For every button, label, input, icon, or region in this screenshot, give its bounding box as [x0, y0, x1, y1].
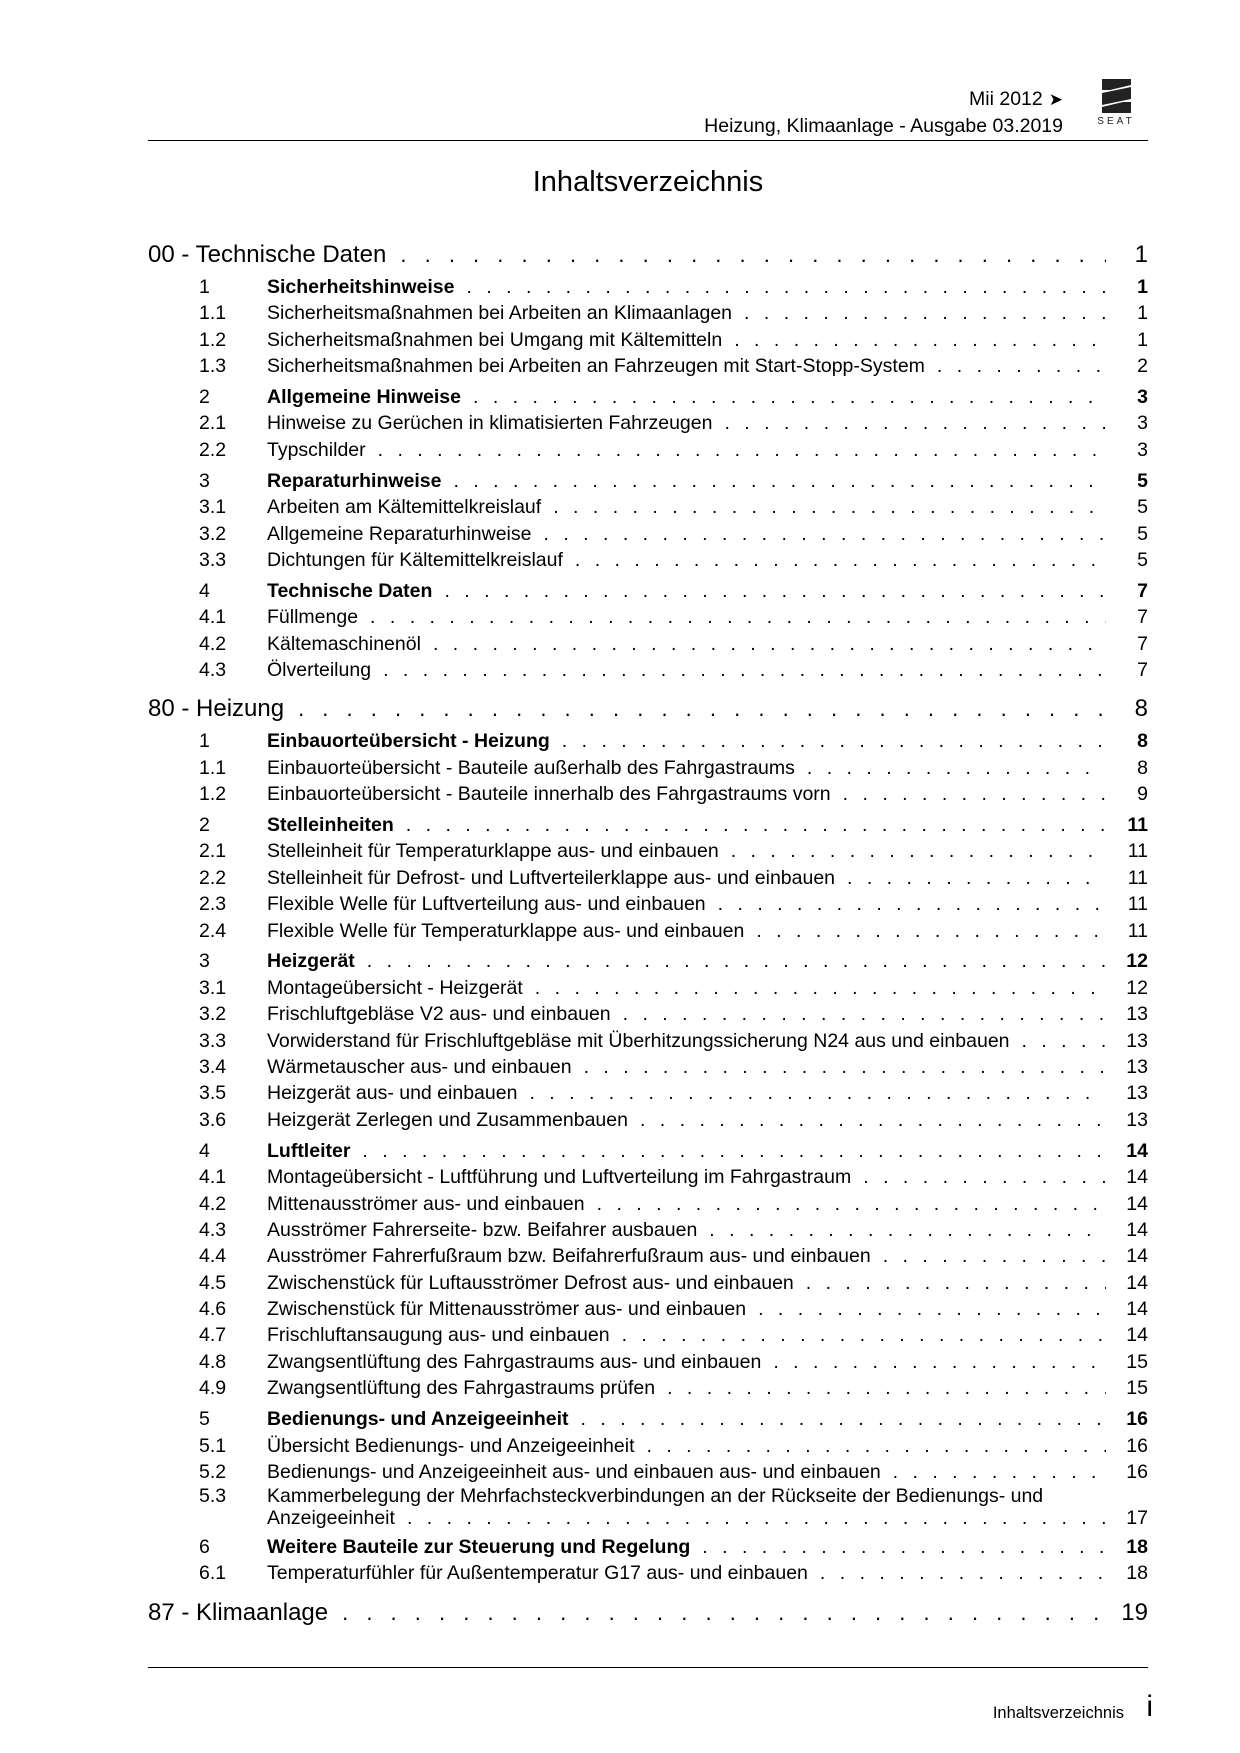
- entry-title: Typschilder: [267, 438, 366, 461]
- entry-number: 1.1: [199, 756, 227, 779]
- entry-page: 3: [1137, 386, 1148, 409]
- entry-title: Zwangsentlüftung des Fahrgastraums aus- und einbauen: [267, 1350, 762, 1373]
- toc-entry-row[interactable]: [148, 547, 1148, 573]
- entry-title-continued: Anzeigeeinheit: [267, 1507, 395, 1530]
- entry-number: 4.9: [199, 1377, 227, 1400]
- entry-number: 4: [199, 579, 210, 602]
- dot-leader: [584, 1054, 1106, 1080]
- dot-leader: [806, 1270, 1106, 1296]
- entry-number: 3: [199, 950, 210, 973]
- header-subtitle: Heizung, Klimaanlage - Ausgabe 03.2019: [704, 115, 1063, 137]
- entry-page: 7: [1137, 658, 1148, 681]
- dot-leader: [807, 755, 1106, 781]
- entry-page: 2: [1137, 355, 1148, 378]
- entry-title: Füllmenge: [267, 606, 359, 629]
- dot-leader: [553, 494, 1106, 520]
- entry-page: 14: [1126, 1218, 1148, 1241]
- entry-page: 13: [1126, 1003, 1148, 1026]
- entry-number: 1.2: [199, 783, 227, 806]
- toc-entry-row[interactable]: [148, 728, 1148, 754]
- dot-leader: [744, 300, 1106, 326]
- dot-leader: [647, 1433, 1106, 1459]
- entry-title: Einbauorteübersicht - Bauteile außerhalb des Fahrgastraums: [267, 756, 795, 779]
- toc-entry-row[interactable]: [148, 631, 1148, 657]
- dot-leader: [298, 694, 1106, 724]
- toc-entry-row[interactable]: [148, 657, 1148, 683]
- dot-leader: [407, 1507, 1106, 1529]
- entry-title: Arbeiten am Kältemittelkreislauf: [267, 496, 542, 519]
- entry-number: 6.1: [199, 1562, 227, 1585]
- toc-chapter-row[interactable]: [148, 240, 1148, 270]
- dot-leader: [575, 547, 1106, 573]
- entry-title: Sicherheitshinweise: [267, 276, 455, 298]
- entry-page: 7: [1137, 579, 1148, 602]
- dot-leader: [453, 468, 1106, 494]
- entry-number: 1.1: [199, 302, 227, 325]
- entry-number: 4.6: [199, 1298, 227, 1321]
- entry-title: Ausströmer Fahrerfußraum bzw. Beifahrerfußraum aus- und einbauen: [267, 1245, 871, 1268]
- toc-entry-row[interactable]: [148, 1406, 1148, 1432]
- entry-page: 3: [1137, 412, 1148, 435]
- toc-entry-row[interactable]: [148, 468, 1148, 494]
- toc-entry-row[interactable]: [148, 975, 1148, 1001]
- entry-page: 14: [1126, 1139, 1148, 1162]
- toc-entry-row[interactable]: [148, 437, 1148, 463]
- toc-entry-row[interactable]: [148, 1243, 1148, 1269]
- entry-page: 17: [1126, 1507, 1148, 1530]
- table-of-contents: [148, 240, 1148, 1628]
- dot-leader: [667, 1375, 1106, 1401]
- entry-number: 2: [199, 814, 210, 837]
- entry-title: Bedienungs- und Anzeigeeinheit: [267, 1408, 569, 1431]
- entry-page: 16: [1126, 1408, 1148, 1431]
- entry-title: Hinweise zu Gerüchen in klimatisierten Fahrzeugen: [267, 412, 713, 435]
- dot-leader: [370, 604, 1106, 630]
- dot-leader: [773, 1349, 1106, 1375]
- toc-entry-row[interactable]: [148, 755, 1148, 781]
- entry-title: Ölverteilung: [267, 658, 372, 681]
- entry-page: 16: [1126, 1460, 1148, 1483]
- dot-leader: [847, 865, 1106, 891]
- entry-number: 2.3: [199, 893, 227, 916]
- footer-label: Inhaltsverzeichnis: [992, 1704, 1124, 1722]
- entry-page: 11: [1127, 919, 1148, 942]
- entry-number: 3.5: [199, 1082, 227, 1105]
- dot-leader: [937, 353, 1106, 379]
- entry-number: 4.2: [199, 632, 227, 655]
- toc-chapter-row[interactable]: [148, 694, 1148, 724]
- entry-number: 5: [199, 1408, 210, 1431]
- header-text: [704, 86, 1063, 139]
- dot-leader: [400, 240, 1106, 270]
- entry-title: Ausströmer Fahrerseite- bzw. Beifahrer ausbauen: [267, 1218, 698, 1241]
- dot-leader: [383, 657, 1106, 683]
- dot-leader: [843, 781, 1106, 807]
- entry-number: 3.1: [199, 976, 227, 999]
- entry-page: 16: [1126, 1434, 1148, 1457]
- footer-divider: [148, 1667, 1148, 1668]
- entry-page: 7: [1137, 606, 1148, 629]
- dot-leader: [623, 1001, 1106, 1027]
- entry-number: 1.3: [199, 355, 227, 378]
- entry-number: 2: [199, 386, 210, 409]
- entry-title: Vorwiderstand für Frischluftgebläse mit Überhitzungssicherung N24 aus und einbauen: [267, 1029, 1010, 1052]
- entry-title: Stelleinheiten: [267, 814, 394, 837]
- toc-entry-row[interactable]: [148, 1054, 1148, 1080]
- entry-number: 3.6: [199, 1108, 227, 1131]
- entry-number: 4.4: [199, 1245, 227, 1268]
- entry-number: 4.1: [199, 606, 227, 629]
- dot-leader: [622, 1322, 1106, 1348]
- toc-entry-row[interactable]: [148, 327, 1148, 353]
- entry-page: 14: [1126, 1245, 1148, 1268]
- toc-entry-row[interactable]: [148, 494, 1148, 520]
- toc-entry-row[interactable]: [148, 781, 1148, 807]
- entry-title: Kammerbelegung der Mehrfachsteckverbindungen an der Rückseite der Bedienungs- und: [267, 1485, 1044, 1508]
- entry-title: Stelleinheit für Defrost- und Luftverteilerklappe aus- und einbauen: [267, 866, 836, 889]
- dot-leader: [820, 1560, 1106, 1586]
- entry-page: 1: [1137, 276, 1148, 298]
- dot-leader: [640, 1107, 1106, 1133]
- page-title: Inhaltsverzeichnis: [532, 166, 764, 198]
- entry-number: 2.2: [199, 866, 227, 889]
- seat-logo: [1082, 76, 1148, 126]
- entry-title: Bedienungs- und Anzeigeeinheit aus- und einbauen aus- und einbauen: [267, 1460, 881, 1483]
- toc-chapter-row[interactable]: [148, 1598, 1148, 1628]
- chapter-page: 8: [1134, 695, 1148, 723]
- toc-entry-row[interactable]: [148, 1296, 1148, 1322]
- entry-title: Zwangsentlüftung des Fahrgastraums prüfen: [267, 1377, 656, 1400]
- toc-entry-row[interactable]: [148, 1164, 1148, 1190]
- entry-title: Dichtungen für Kältemittelkreislauf: [267, 548, 563, 571]
- brand-text: SEAT: [1097, 116, 1135, 126]
- entry-title: Kältemaschinenöl: [267, 632, 421, 655]
- chapter-title: 87 - Klimaanlage: [148, 1598, 329, 1626]
- dot-leader: [883, 1243, 1106, 1269]
- dot-leader: [378, 437, 1106, 463]
- toc-entry-row[interactable]: [148, 1138, 1148, 1164]
- dot-leader: [362, 1138, 1106, 1164]
- dot-leader: [756, 918, 1106, 944]
- entry-page: 11: [1127, 866, 1148, 889]
- entry-number: 4.3: [199, 658, 227, 681]
- entry-title: Montageübersicht - Luftführung und Luftverteilung im Fahrgastraum: [267, 1166, 852, 1189]
- entry-number: 4.5: [199, 1271, 227, 1294]
- entry-number: 2.1: [199, 412, 227, 435]
- entry-page: 7: [1137, 632, 1148, 655]
- entry-page: 12: [1126, 950, 1148, 973]
- toc-entry-row[interactable]: [148, 1560, 1148, 1586]
- entry-page: 11: [1127, 814, 1148, 837]
- entry-title: Heizgerät aus- und einbauen: [267, 1082, 518, 1105]
- toc-entry-row[interactable]: [148, 1270, 1148, 1296]
- dot-leader: [863, 1164, 1106, 1190]
- entry-title: Montageübersicht - Heizgerät: [267, 976, 523, 999]
- toc-entry-row[interactable]: [148, 1459, 1148, 1485]
- entry-title: Sicherheitsmaßnahmen bei Arbeiten an Fahrzeugen mit Start-Stopp-System: [267, 355, 925, 378]
- dot-leader: [724, 410, 1106, 436]
- toc-entry-row[interactable]: [148, 1028, 1148, 1054]
- entry-page: 1: [1137, 302, 1148, 325]
- entry-page: 8: [1137, 730, 1148, 753]
- entry-page: 5: [1137, 469, 1148, 492]
- entry-number: 2.4: [199, 919, 227, 942]
- entry-title: Einbauorteübersicht - Heizung: [267, 730, 550, 753]
- toc-entry-row[interactable]: [148, 353, 1148, 379]
- entry-page: 5: [1137, 522, 1148, 545]
- entry-page: 1: [1137, 328, 1148, 351]
- entry-page: 18: [1126, 1562, 1148, 1585]
- dot-leader: [893, 1459, 1106, 1485]
- dot-leader: [467, 274, 1107, 300]
- entry-title: Flexible Welle für Temperaturklappe aus- und einbauen: [267, 919, 745, 942]
- entry-page: 8: [1137, 756, 1148, 779]
- entry-page: 5: [1137, 496, 1148, 519]
- entry-number: 3.3: [199, 1029, 227, 1052]
- entry-page: 15: [1126, 1377, 1148, 1400]
- entry-number: 4.3: [199, 1218, 227, 1241]
- toc-entry-row[interactable]: [148, 1349, 1148, 1375]
- entry-title: Zwischenstück für Luftausströmer Defrost aus- und einbauen: [267, 1271, 794, 1294]
- toc-entry-row[interactable]: [148, 1375, 1148, 1401]
- entry-number: 1: [199, 730, 210, 753]
- arrow-right-icon: ➤: [1048, 90, 1063, 109]
- dot-leader: [543, 521, 1106, 547]
- toc-entry-row[interactable]: [148, 274, 1148, 300]
- entry-page: 15: [1126, 1350, 1148, 1373]
- entry-title: Weitere Bauteile zur Steuerung und Regelung: [267, 1535, 691, 1558]
- entry-number: 2.1: [199, 840, 227, 863]
- entry-number: 3: [199, 469, 210, 492]
- entry-number: 4: [199, 1139, 210, 1162]
- entry-title: Heizgerät: [267, 950, 355, 973]
- entry-page: 14: [1126, 1324, 1148, 1347]
- entry-number: 5.3: [199, 1485, 227, 1508]
- entry-number: 4.2: [199, 1192, 227, 1215]
- dot-leader: [562, 728, 1106, 754]
- dot-leader: [529, 1080, 1106, 1106]
- entry-page: 13: [1126, 1029, 1148, 1052]
- dot-leader: [718, 891, 1106, 917]
- entry-title: Technische Daten: [267, 579, 433, 602]
- toc-entry-row[interactable]: [148, 1191, 1148, 1217]
- entry-title: Flexible Welle für Luftverteilung aus- und einbauen: [267, 893, 706, 916]
- dot-leader: [581, 1406, 1106, 1432]
- chapter-page: 1: [1134, 241, 1148, 268]
- dot-leader: [597, 1191, 1106, 1217]
- dot-leader: [433, 631, 1106, 657]
- entry-number: 3.2: [199, 1003, 227, 1026]
- page-header: [148, 86, 1148, 141]
- entry-page: 14: [1126, 1298, 1148, 1321]
- chapter-title: 00 - Technische Daten: [148, 241, 387, 268]
- entry-title: Sicherheitsmaßnahmen bei Arbeiten an Klimaanlagen: [267, 302, 733, 325]
- entry-number: 3.3: [199, 548, 227, 571]
- entry-page: 5: [1137, 548, 1148, 571]
- entry-page: 13: [1126, 1082, 1148, 1105]
- entry-title: Frischluftgebläse V2 aus- und einbauen: [267, 1003, 611, 1026]
- dot-leader: [342, 1598, 1106, 1628]
- toc-entry-row[interactable]: [148, 521, 1148, 547]
- toc-entry-row[interactable]: [148, 1080, 1148, 1106]
- entry-title: Sicherheitsmaßnahmen bei Umgang mit Kältemitteln: [267, 328, 723, 351]
- toc-entry-row[interactable]: [148, 838, 1148, 864]
- entry-number: 4.1: [199, 1166, 227, 1189]
- toc-entry-row[interactable]: [148, 918, 1148, 944]
- entry-title: Luftleiter: [267, 1139, 351, 1162]
- entry-title: Temperaturfühler für Außentemperatur G17 aus- und einbauen: [267, 1562, 808, 1585]
- toc-entry-row[interactable]: [148, 1534, 1148, 1560]
- entry-page: 11: [1127, 893, 1148, 916]
- entry-number: 6: [199, 1535, 210, 1558]
- entry-page: 9: [1137, 783, 1148, 806]
- entry-line-2: [148, 1507, 1148, 1529]
- entry-page: 14: [1126, 1271, 1148, 1294]
- dot-leader: [731, 838, 1106, 864]
- toc-entry-row[interactable]: [148, 1107, 1148, 1133]
- entry-title: Frischluftansaugung aus- und einbauen: [267, 1324, 610, 1347]
- toc-entry-row[interactable]: [148, 948, 1148, 974]
- entry-page: 3: [1137, 438, 1148, 461]
- entry-number: 1.2: [199, 328, 227, 351]
- entry-number: 5.2: [199, 1460, 227, 1483]
- dot-leader: [758, 1296, 1106, 1322]
- entry-number: 3.2: [199, 522, 227, 545]
- entry-title: Übersicht Bedienungs- und Anzeigeeinheit: [267, 1434, 635, 1457]
- dot-leader: [709, 1217, 1106, 1243]
- entry-title: Zwischenstück für Mittenausströmer aus- und einbauen: [267, 1298, 747, 1321]
- dot-leader: [473, 384, 1106, 410]
- entry-page: 13: [1126, 1108, 1148, 1131]
- entry-page: 14: [1126, 1192, 1148, 1215]
- toc-entry-row[interactable]: [148, 384, 1148, 410]
- entry-page: 14: [1126, 1166, 1148, 1189]
- toc-entry-row[interactable]: [148, 578, 1148, 604]
- entry-title: Mittenausströmer aus- und einbauen: [267, 1192, 585, 1215]
- chapter-title: 80 - Heizung: [148, 695, 285, 723]
- toc-entry-row[interactable]: [148, 1485, 1148, 1529]
- entry-number: 4.7: [199, 1324, 227, 1347]
- toc-entry-row[interactable]: [148, 812, 1148, 838]
- toc-entry-row[interactable]: [148, 300, 1148, 326]
- chapter-page: 19: [1121, 1598, 1148, 1626]
- toc-entry-row[interactable]: [148, 1217, 1148, 1243]
- entry-page: 12: [1126, 976, 1148, 999]
- entry-title: Einbauorteübersicht - Bauteile innerhalb des Fahrgastraums vorn: [267, 783, 831, 806]
- entry-title: Heizgerät Zerlegen und Zusammenbauen: [267, 1108, 628, 1131]
- dot-leader: [702, 1534, 1106, 1560]
- entry-title: Stelleinheit für Temperaturklappe aus- und einbauen: [267, 840, 719, 863]
- entry-number: 5.1: [199, 1434, 227, 1457]
- dot-leader: [444, 578, 1106, 604]
- entry-line-1: [148, 1485, 1148, 1507]
- entry-title: Allgemeine Reparaturhinweise: [267, 522, 532, 545]
- toc-entry-row[interactable]: [148, 891, 1148, 917]
- entry-page: 18: [1126, 1535, 1148, 1558]
- entry-number: 3.1: [199, 496, 227, 519]
- entry-number: 4.8: [199, 1350, 227, 1373]
- header-model: Mii 2012: [969, 88, 1043, 110]
- dot-leader: [1022, 1028, 1106, 1054]
- dot-leader: [367, 948, 1106, 974]
- toc-entry-row[interactable]: [148, 1322, 1148, 1348]
- entry-title: Wärmetauscher aus- und einbauen: [267, 1056, 572, 1079]
- toc-entry-row[interactable]: [148, 604, 1148, 630]
- dot-leader: [406, 812, 1106, 838]
- entry-number: 3.4: [199, 1056, 227, 1079]
- entry-page: 13: [1126, 1056, 1148, 1079]
- entry-number: 2.2: [199, 438, 227, 461]
- toc-entry-row[interactable]: [148, 1001, 1148, 1027]
- entry-title: Reparaturhinweise: [267, 469, 442, 492]
- entry-title: Allgemeine Hinweise: [267, 386, 461, 409]
- toc-entry-row[interactable]: [148, 410, 1148, 436]
- dot-leader: [535, 975, 1106, 1001]
- toc-entry-row[interactable]: [148, 1433, 1148, 1459]
- toc-entry-row[interactable]: [148, 865, 1148, 891]
- entry-page: 11: [1127, 840, 1148, 863]
- dot-leader: [734, 327, 1106, 353]
- entry-number: 1: [199, 276, 210, 298]
- footer-page-number: i: [1146, 1690, 1153, 1723]
